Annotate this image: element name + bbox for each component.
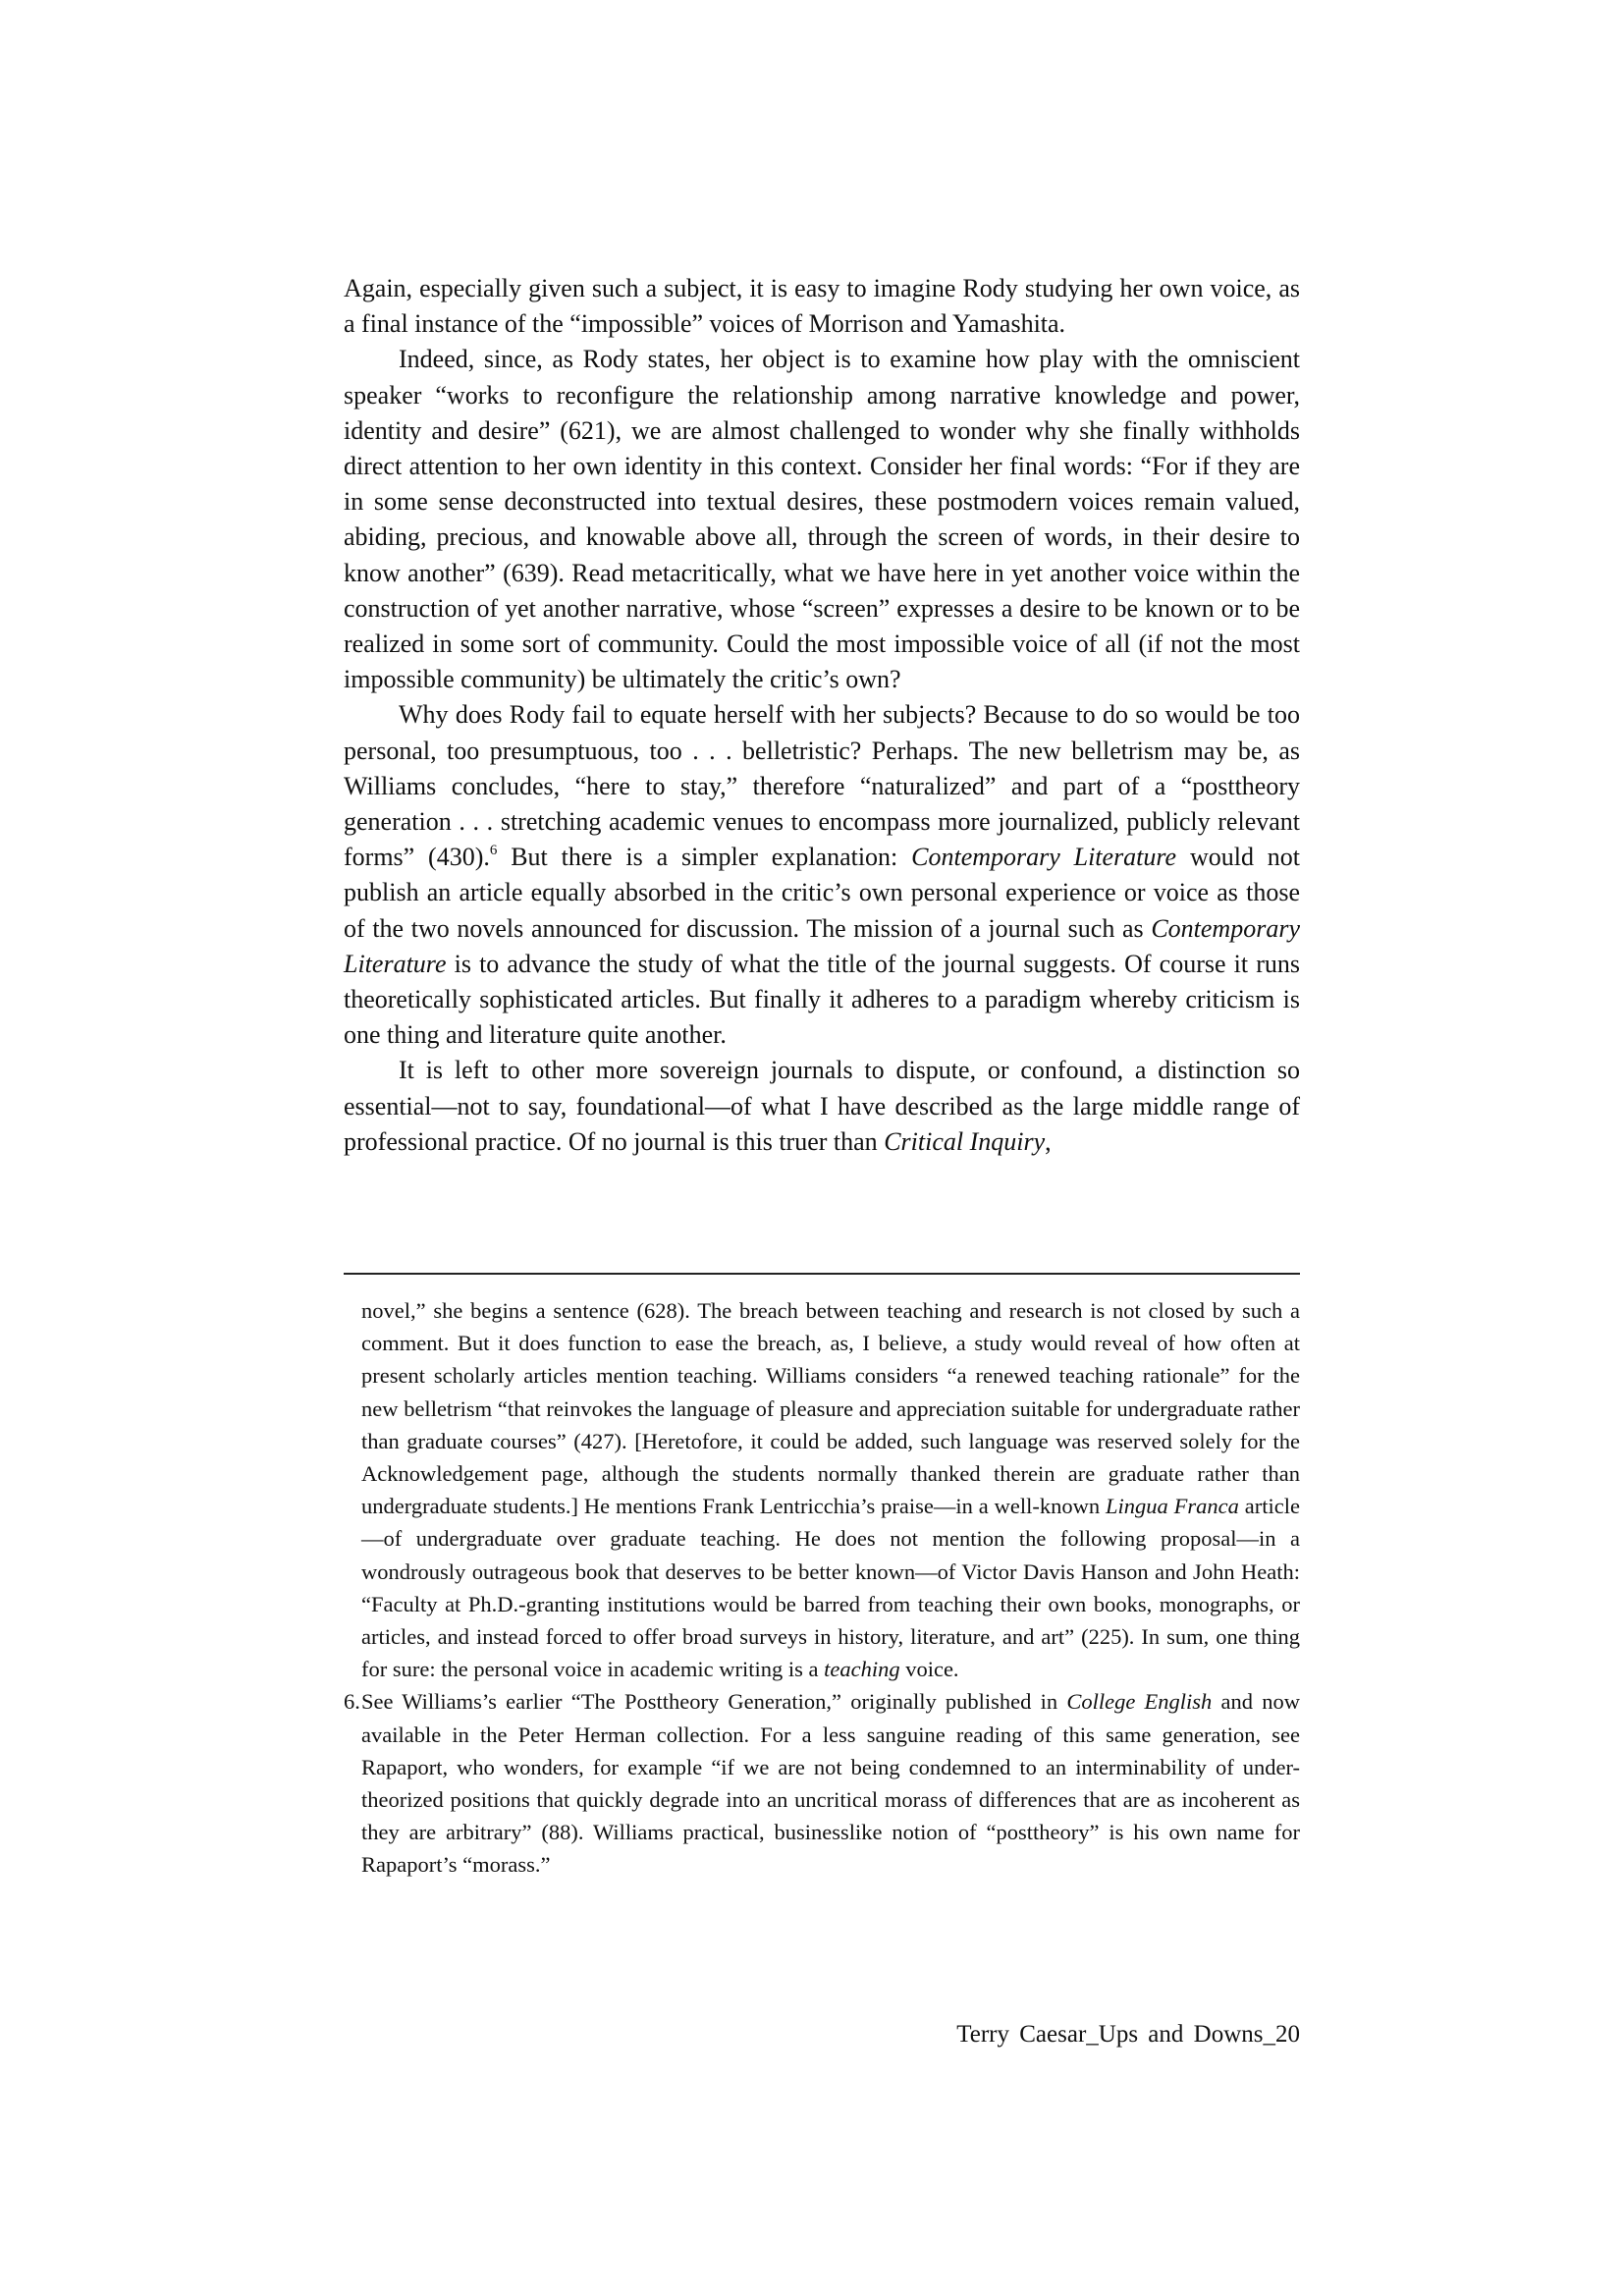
body-text xyxy=(344,271,1300,1160)
paragraph-3: Why does Rody fail to equate herself with her subjects? Because to do so would be too personal, too presumptuous, too . . . belletristic? Perhaps. The new belletrism may be, as Williams concludes, “here to stay,” therefore “naturalized” and part of a “posttheory generation . . . stretching academic venues to encompass more journalized, publicly relevant forms” (430).$^6$ But there is a simpler explanation: Contemporary Literature would not publish an article equally absorbed in the critic’s own personal experience or voice as those of the two novels announced for discussion. The mission of a journal such as Contemporary Literature is to advance the study of what the title of the journal suggests. Of course it runs theoretically sophisticated articles. But finally it adheres to a paradigm whereby criticism is one thing and literature quite another. xyxy=(344,700,1301,1050)
journal-title: Critical Inquiry xyxy=(884,1126,1046,1156)
running-footer: Terry Caesar_Ups and Downs_20 xyxy=(956,2021,1300,2048)
journal-title: Contemporary Literature xyxy=(911,843,1177,872)
paragraph-4: It is left to other more sovereign journals to dispute, or confound, a distinction so essential—not to say, foundational—of what I have described as the large middle range of professional practice. Of no journal is this truer than Critical Inquiry, xyxy=(344,1056,1300,1156)
footnote-ref-6[interactable]: 6 xyxy=(489,842,498,858)
footnote-number: 6. xyxy=(344,1689,360,1715)
paragraph-1: Again, especially given such a subject, it is easy to imagine Rody studying her own voice, as a final instance of the “impossible” voices of Morrison and Yamashita. xyxy=(344,274,1300,339)
footnote-continuation: novel,” she begins a sentence (628). The breach between teaching and research is not closed by such a comment. But it does function to ease the breach, as, I believe, a study would reveal of how often at present scholarly articles mention teaching. Williams considers “a renewed teaching rationale” for the new belletrism “that reinvokes the language of pleasure and appreciation suitable for undergraduate rather than graduate courses” (427). [Heretofore, it could be added, such language was reserved solely for the Acknowledgement page, although the students normally thanked therein are graduate rather than undergraduate students.] He mentions Frank Lentricchia’s praise—in a well-known Lingua Franca article—of undergraduate over graduate teaching. He does not mention the following proposal—in a wondrously outrageous book that deserves to be better known—of Victor Davis Hanson and John Heath: “Faculty at Ph.D.-granting institutions would be barred from teaching their own books, monographs, or articles, and instead forced to offer broad surveys in history, literature, and art” (225). In sum, one thing for sure: the personal voice in academic writing is a teaching voice. xyxy=(361,1298,1300,1682)
journal-title: Contemporary Literature xyxy=(344,913,1300,978)
paragraph-2: Indeed, since, as Rody states, her object is to examine how play with the omniscient speaker “works to reconfigure the relationship among narrative knowledge and power, identity and desire” (621), we are almost challenged to wonder why she finally withholds direct attention to her own identity in this context. Consider her final words: “For if they are in some sense deconstructed into textual desires, these postmodern voices remain valued, abiding, precious, and knowable above all, through the screen of words, in their desire to know another” (639). Read metacritically, what we have here in yet another voice within the construction of yet another narrative, whose “screen” expresses a desire to be known or to be realized in some sort of community. Could the most impossible voice of all (if not the most impossible community) be ultimately the critic’s own? xyxy=(344,345,1300,694)
footnote-6: 6.See Williams’s earlier “The Posttheory Generation,” originally published in College English and now available in the Peter Herman collection. For a less sanguine reading of this same generation, see Rapaport, who wonders, for example “if we are not being condemned to an interminability of under-theorized positions that quickly degrade into an uncritical morass of differences that are as incoherent as they are arbitrary” (88). Williams practical, businesslike notion of “posttheory” is his own name for Rapaport’s “morass.” xyxy=(344,1685,1300,1881)
footnote-separator xyxy=(344,1273,1300,1275)
footnotes xyxy=(344,1294,1300,1882)
